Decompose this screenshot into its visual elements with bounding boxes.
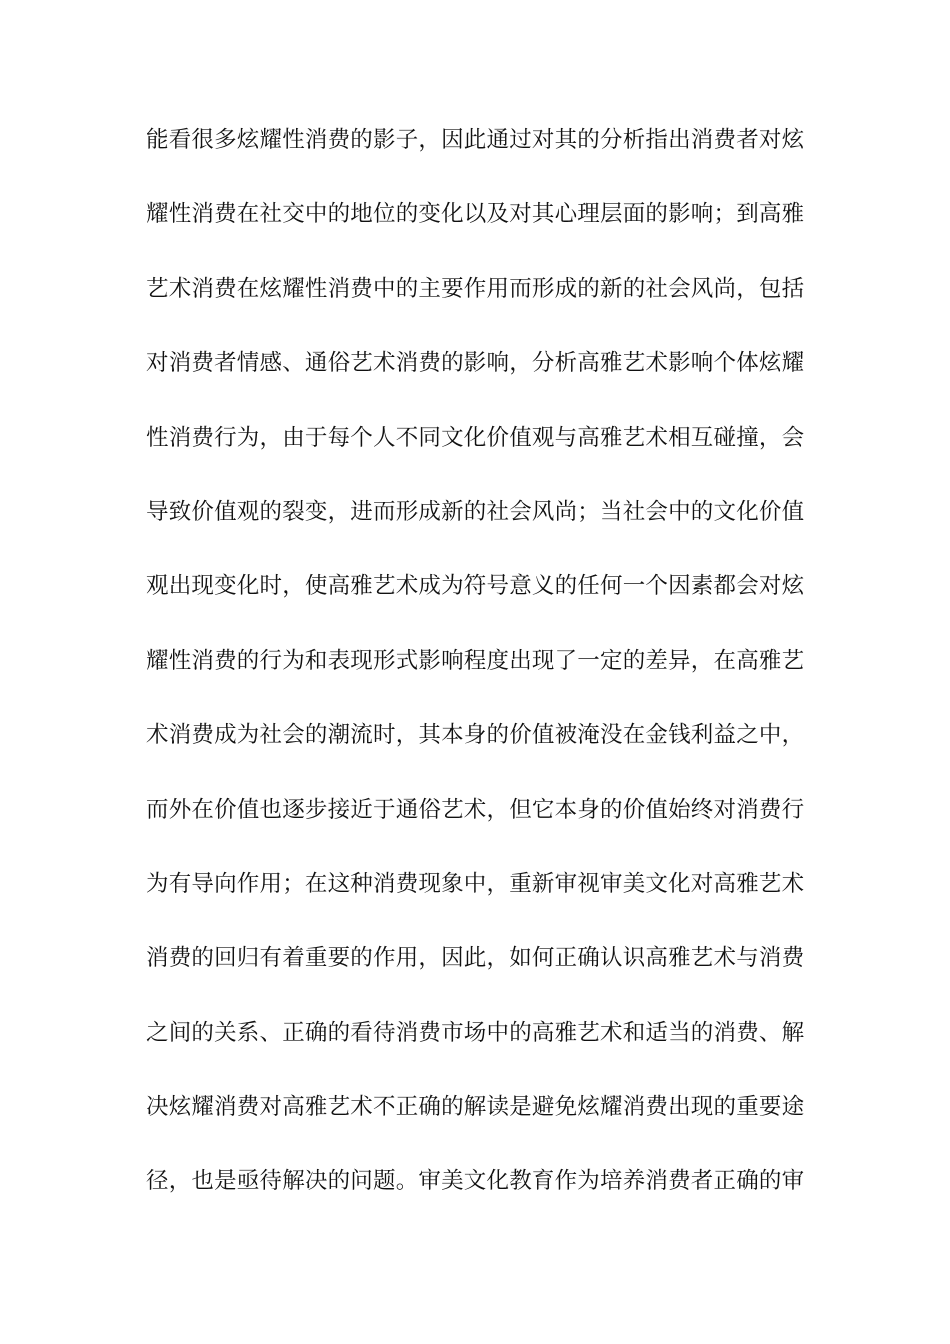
text-line: 耀性消费在社交中的地位的变化以及对其心理层面的影响；到高雅 — [146, 201, 805, 228]
text-line: 艺术消费在炫耀性消费中的主要作用而形成的新的社会风尚，包括 — [146, 275, 805, 302]
text-line: 决炫耀消费对高雅艺术不正确的解读是避免炫耀消费出现的重要途 — [146, 1094, 805, 1121]
text-line: 能看很多炫耀性消费的影子，因此通过对其的分析指出消费者对炫 — [146, 127, 805, 153]
text-line: 而外在价值也逐步接近于通俗艺术，但它本身的价值始终对消费行 — [146, 796, 805, 823]
text-line: 对消费者情感、通俗艺术消费的影响，分析高雅艺术影响个体炫耀 — [146, 350, 805, 377]
text-line: 径，也是亟待解决的问题。审美文化教育作为培养消费者正确的审 — [146, 1168, 805, 1195]
body-text — [146, 122, 806, 1238]
text-line: 观出现变化时，使高雅艺术成为符号意义的任何一个因素都会对炫 — [146, 573, 805, 600]
text-line: 消费的回归有着重要的作用，因此，如何正确认识高雅艺术与消费 — [146, 945, 805, 972]
text-line: 为有导向作用；在这种消费现象中，重新审视审美文化对高雅艺术 — [146, 870, 805, 897]
text-line: 耀性消费的行为和表现形式影响程度出现了一定的差异，在高雅艺 — [146, 647, 805, 674]
text-line: 性消费行为，由于每个人不同文化价值观与高雅艺术相互碰撞，会 — [146, 424, 805, 451]
text-line: 导致价值观的裂变，进而形成新的社会风尚；当社会中的文化价值 — [146, 498, 805, 525]
text-line: 术消费成为社会的潮流时，其本身的价值被淹没在金钱利益之中， — [146, 722, 805, 749]
text-line: 之间的关系、正确的看待消费市场中的高雅艺术和适当的消费、解 — [146, 1019, 805, 1046]
